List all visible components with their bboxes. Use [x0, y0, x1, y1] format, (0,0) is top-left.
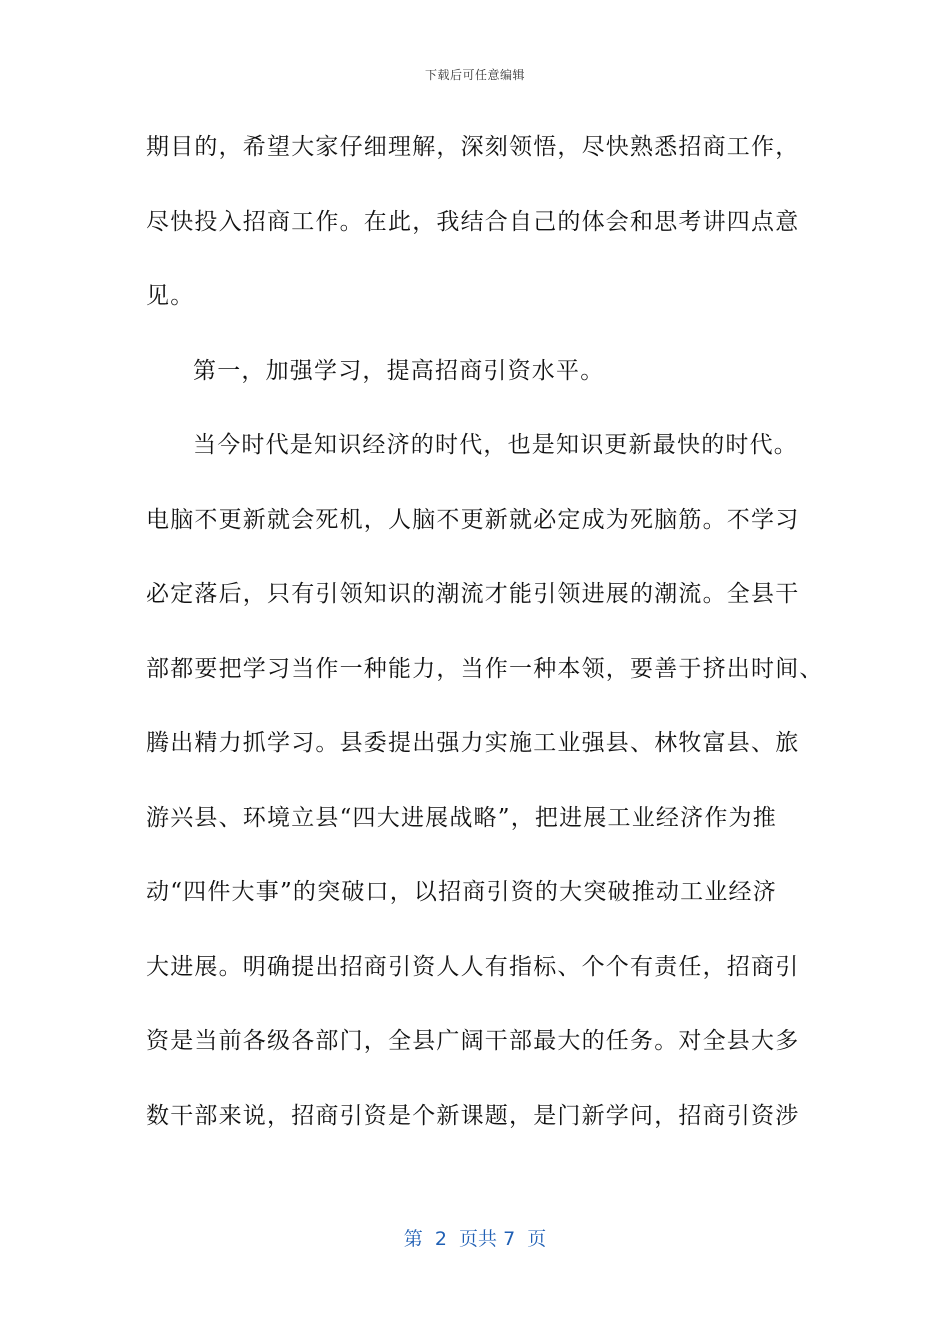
current-page-number: 2	[434, 1228, 447, 1250]
text-line: 尽快投入招商工作。在此，我结合自己的体会和思考讲四点意	[146, 208, 800, 235]
footer-label-page-of: 页共	[459, 1228, 498, 1250]
section-heading: 第一，加强学习，提高招商引资水平。	[193, 357, 605, 384]
text-line: 资是当前各级各部门，全县广阔干部最大的任务。对全县大多	[146, 1028, 800, 1054]
page-header: 下载后可任意编辑	[424, 68, 525, 82]
text-line: 见。	[146, 283, 195, 309]
text-line: 游兴县、环境立县“四大进展战略”，把进展工业经济作为推	[146, 804, 777, 831]
text-line: 腾出精力抓学习。县委提出强力实施工业强县、林牧富县、旅	[146, 730, 800, 756]
page-footer	[0, 1224, 950, 1251]
document-body	[146, 122, 826, 1165]
paragraph-start-line: 当今时代是知识经济的时代，也是知识更新最快的时代。	[193, 432, 798, 458]
text-line: 电脑不更新就会死机，人脑不更新就必定成为死脑筋。不学习	[146, 506, 800, 533]
text-line: 大进展。明确提出招商引资人人有指标、个个有责任，招商引	[146, 953, 800, 980]
footer-label-page-end: 页	[527, 1228, 547, 1250]
text-line: 期目的，希望大家仔细理解，深刻领悟，尽快熟悉招商工作，	[146, 134, 800, 160]
text-line: 部都要把学习当作一种能力，当作一种本领，要善于挤出时间、	[146, 655, 824, 682]
footer-label-page: 第	[403, 1228, 423, 1250]
total-pages-number: 7	[503, 1228, 516, 1250]
text-line: 数干部来说，招商引资是个新课题，是门新学问，招商引资涉	[146, 1102, 800, 1129]
text-line: 动“四件大事”的突破口，以招商引资的大突破推动工业经济	[146, 879, 777, 905]
text-line: 必定落后，只有引领知识的潮流才能引领进展的潮流。全县干	[146, 581, 800, 607]
